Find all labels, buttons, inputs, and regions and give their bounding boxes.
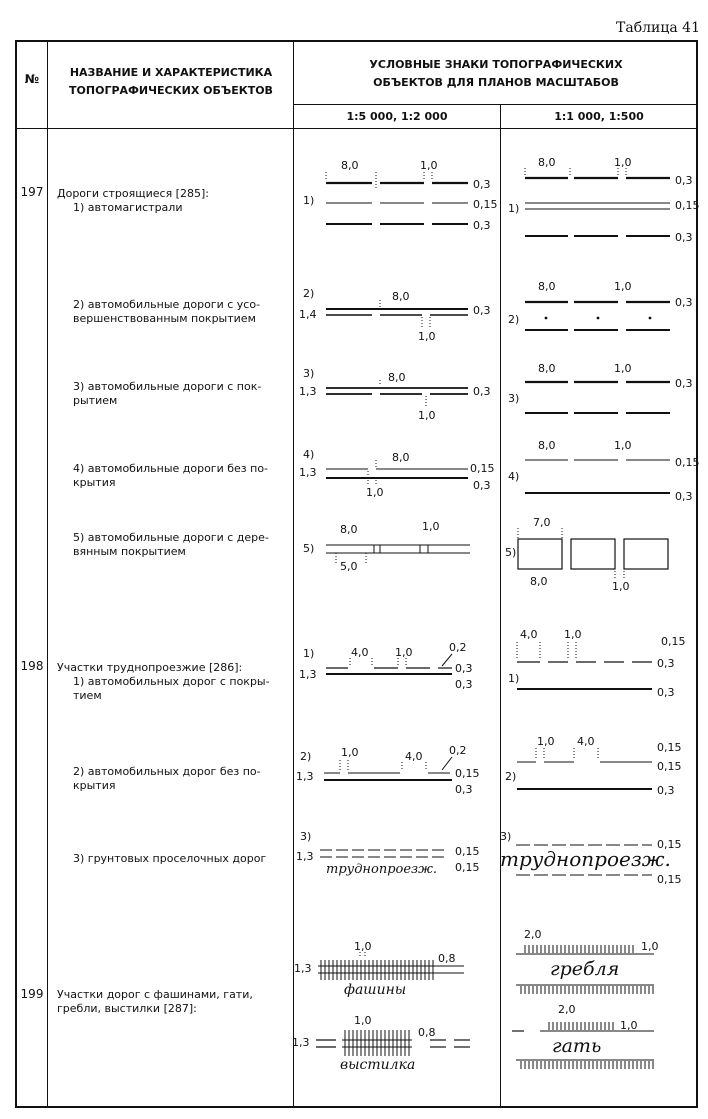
sign-197-1-b: [508, 156, 700, 244]
sign-197-3-b-num: 3): [508, 392, 520, 405]
row-199-title-line2: гребли, выстилки [287]:: [57, 1002, 197, 1015]
width-0-3: 0,3: [473, 178, 491, 191]
width-0-3: 0,3: [473, 219, 491, 232]
dim-2-0: 2,0: [524, 928, 542, 941]
dim-8-0: 8,0: [538, 280, 556, 293]
dim-0-2: 0,2: [449, 744, 467, 757]
sign-198-2-b-num: 2): [505, 770, 517, 783]
sign-197-5-a: [303, 520, 470, 573]
sign-197-5-b: [505, 516, 668, 593]
sign-197-2-a-num: 2): [303, 287, 315, 300]
width-0-3: 0,3: [473, 304, 491, 317]
dim-1-0: 1,0: [422, 520, 440, 533]
sign-198-3-b-num: 3): [500, 830, 512, 843]
row-198-item2-line2: крытия: [73, 779, 116, 792]
row-197-item2-line1: 2) автомобильные дороги с усо-: [73, 298, 261, 311]
gat-bottom-ticks: [518, 1061, 654, 1069]
sign-199-greblya-b: [516, 928, 659, 994]
row-197-item3-line1: 3) автомобильные дороги с пок-: [73, 380, 262, 393]
header-no: №: [24, 72, 40, 86]
sign-199-vystilka-a: [292, 1014, 470, 1073]
row-197-item4-line2: крытия: [73, 476, 116, 489]
dot-mark: [597, 317, 600, 320]
sign-199-fashiny-a: [294, 940, 464, 998]
sign-197-4-a: [299, 448, 495, 499]
row-197-title: Дороги строящиеся [285]:: [57, 187, 209, 200]
sign-198-1-a: [299, 641, 473, 691]
sign-197-1-a: [303, 159, 498, 232]
dim-8-0: 8,0: [538, 439, 556, 452]
sign-197-1-a-num: 1): [303, 194, 315, 207]
width-0-15: 0,15: [455, 767, 480, 780]
dim-0-8: 0,8: [418, 1026, 436, 1039]
greblya-top-ticks: [524, 945, 634, 953]
label-greblya: гребля: [550, 958, 620, 980]
dim-8-0: 8,0: [538, 156, 556, 169]
dim-1-0: 1,0: [420, 159, 438, 172]
row-197-item2-line2: вершенствованным покрытием: [73, 312, 256, 325]
row-197-item5-line2: вянным покрытием: [73, 545, 186, 558]
dim-4-0: 4,0: [577, 735, 595, 748]
width-0-15: 0,15: [455, 861, 480, 874]
dim-0-2: 0,2: [449, 641, 467, 654]
row-number-197: 197: [20, 185, 44, 199]
dim-1-0: 1,0: [612, 580, 630, 593]
dot-mark: [649, 317, 652, 320]
dim-1-0: 1,0: [366, 486, 384, 499]
sign-197-4-b-num: 4): [508, 470, 520, 483]
row-197-item5-line1: 5) автомобильные дороги с дере-: [73, 531, 269, 544]
dim-1-0: 1,0: [537, 735, 555, 748]
sign-197-2-b: [508, 280, 693, 330]
width-0-15: 0,15: [470, 462, 495, 475]
width-0-3: 0,3: [455, 662, 473, 675]
dim-1-0: 1,0: [341, 746, 359, 759]
header-name-line2: ТОПОГРАФИЧЕСКИХ ОБЪЕКТОВ: [69, 84, 273, 97]
dim-1-0: 1,0: [395, 646, 413, 659]
header-scale-b: 1:1 000, 1:500: [554, 110, 644, 123]
label-vystilka: выстилка: [340, 1057, 416, 1073]
sign-198-1-b-num: 1): [508, 672, 520, 685]
width-0-15: 0,15: [657, 760, 682, 773]
sign-198-3-b: [500, 830, 682, 886]
header-signs-line1: УСЛОВНЫЕ ЗНАКИ ТОПОГРАФИЧЕСКИХ: [369, 58, 623, 71]
dim-8-0: 8,0: [341, 159, 359, 172]
row-197-item1: 1) автомагистрали: [73, 201, 183, 214]
row-198-item1-line2: тием: [73, 689, 102, 702]
dim-1-0: 1,0: [614, 439, 632, 452]
greblya-bottom-ticks: [518, 986, 654, 994]
dim-4-0: 4,0: [405, 750, 423, 763]
dot-mark: [545, 317, 548, 320]
sign-197-5-b-num: 5): [505, 546, 517, 559]
sign-198-1-b: [508, 628, 686, 699]
sign-197-3-b: [508, 362, 693, 413]
dim-1-3: 1,3: [296, 850, 314, 863]
sign-197-2-a: [299, 287, 491, 343]
header-signs-line2: ОБЪЕКТОВ ДЛЯ ПЛАНОВ МАСШТАБОВ: [373, 76, 619, 89]
sign-197-3-a-num: 3): [303, 367, 315, 380]
sign-198-2-a-num: 2): [300, 750, 312, 763]
dim-1-3: 1,3: [294, 962, 312, 975]
dim-5-0: 5,0: [340, 560, 358, 573]
width-0-3: 0,3: [455, 783, 473, 796]
dim-4-0: 4,0: [520, 628, 538, 641]
row-198-item3-line: 3) грунтовых проселочных дорог: [73, 852, 267, 865]
width-0-15: 0,15: [657, 741, 682, 754]
row-number-198: 198: [20, 659, 44, 673]
width-0-3: 0,3: [675, 377, 693, 390]
dim-1-0: 1,0: [614, 280, 632, 293]
sign-197-2-b-num: 2): [508, 313, 520, 326]
vystilka-hatch: [342, 1030, 412, 1056]
row-number-199: 199: [20, 987, 44, 1001]
label-fashiny: фашины: [344, 982, 407, 998]
width-0-3: 0,3: [675, 490, 693, 503]
sign-197-5-a-num: 5): [303, 542, 315, 555]
row-199-title-line1: Участки дорог с фашинами, гати,: [57, 988, 253, 1001]
width-0-3: 0,3: [657, 784, 675, 797]
dim-1-0: 1,0: [354, 940, 372, 953]
width-0-3: 0,3: [675, 296, 693, 309]
sign-199-gat-b: [512, 1003, 654, 1069]
width-0-3: 0,3: [675, 231, 693, 244]
dim-8-0: 8,0: [392, 451, 410, 464]
width-0-15: 0,15: [675, 456, 700, 469]
width-0-15: 0,15: [657, 838, 682, 851]
width-0-15: 0,15: [455, 845, 480, 858]
sign-198-3-a: [296, 830, 480, 877]
dim-1-0: 1,0: [641, 940, 659, 953]
sign-198-3-a-num: 3): [300, 830, 312, 843]
dim-8-0: 8,0: [538, 362, 556, 375]
row-197-item3-line2: рытием: [73, 394, 118, 407]
width-0-15: 0,15: [473, 198, 498, 211]
gat-top-ticks: [548, 1022, 616, 1030]
dim-8-0: 8,0: [530, 575, 548, 588]
header-name-line1: НАЗВАНИЕ И ХАРАКТЕРИСТИКА: [69, 66, 273, 79]
width-0-15: 0,15: [657, 873, 682, 886]
dim-1-4: 1,4: [299, 308, 317, 321]
dim-0-8: 0,8: [438, 952, 456, 965]
dim-1-0: 1,0: [418, 409, 436, 422]
dim-8-0: 8,0: [340, 523, 358, 536]
row-198-item1-line1: 1) автомобильных дорог с покры-: [73, 675, 270, 688]
dim-1-3: 1,3: [299, 466, 317, 479]
label-gat: гать: [552, 1035, 602, 1057]
label-trudnoproezzh-b: труднопроезж.: [500, 847, 671, 871]
table-label: Таблица 41: [616, 20, 700, 36]
sign-198-2-a: [296, 744, 480, 796]
dim-1-3: 1,3: [299, 668, 317, 681]
dim-8-0: 8,0: [392, 290, 410, 303]
dim-1-3: 1,3: [299, 385, 317, 398]
width-0-3: 0,3: [473, 385, 491, 398]
label-trudnoproezzh-a: труднопроезж.: [326, 862, 438, 877]
dim-1-0: 1,0: [418, 330, 436, 343]
dim-1-3: 1,3: [292, 1036, 310, 1049]
width-0-3: 0,3: [455, 678, 473, 691]
dim-1-0: 1,0: [354, 1014, 372, 1027]
width-0-15: 0,15: [675, 199, 700, 212]
dim-1-0: 1,0: [614, 362, 632, 375]
width-0-3: 0,3: [657, 657, 675, 670]
sign-197-3-a: [299, 367, 491, 422]
sign-197-4-a-num: 4): [303, 448, 315, 461]
fascine-hatch: [318, 960, 436, 980]
dim-4-0: 4,0: [351, 646, 369, 659]
width-0-3: 0,3: [473, 479, 491, 492]
dim-1-3: 1,3: [296, 770, 314, 783]
width-0-15: 0,15: [661, 635, 686, 648]
sign-197-4-b: [508, 439, 700, 503]
row-198-title: Участки труднопроезжие [286]:: [57, 661, 243, 674]
width-0-3: 0,3: [657, 686, 675, 699]
dim-1-0: 1,0: [614, 156, 632, 169]
row-197-item4-line1: 4) автомобильные дороги без по-: [73, 462, 269, 475]
sign-198-2-b: [505, 735, 682, 797]
header-scale-a: 1:5 000, 1:2 000: [346, 110, 448, 123]
sign-197-1-b-num: 1): [508, 202, 520, 215]
width-0-3: 0,3: [675, 174, 693, 187]
dim-1-0: 1,0: [564, 628, 582, 641]
dim-2-0: 2,0: [558, 1003, 576, 1016]
sign-198-1-a-num: 1): [303, 647, 315, 660]
row-198-item2-line1: 2) автомобильных дорог без по-: [73, 765, 261, 778]
dim-8-0: 8,0: [388, 371, 406, 384]
dim-7-0: 7,0: [533, 516, 551, 529]
dim-1-0: 1,0: [620, 1019, 638, 1032]
